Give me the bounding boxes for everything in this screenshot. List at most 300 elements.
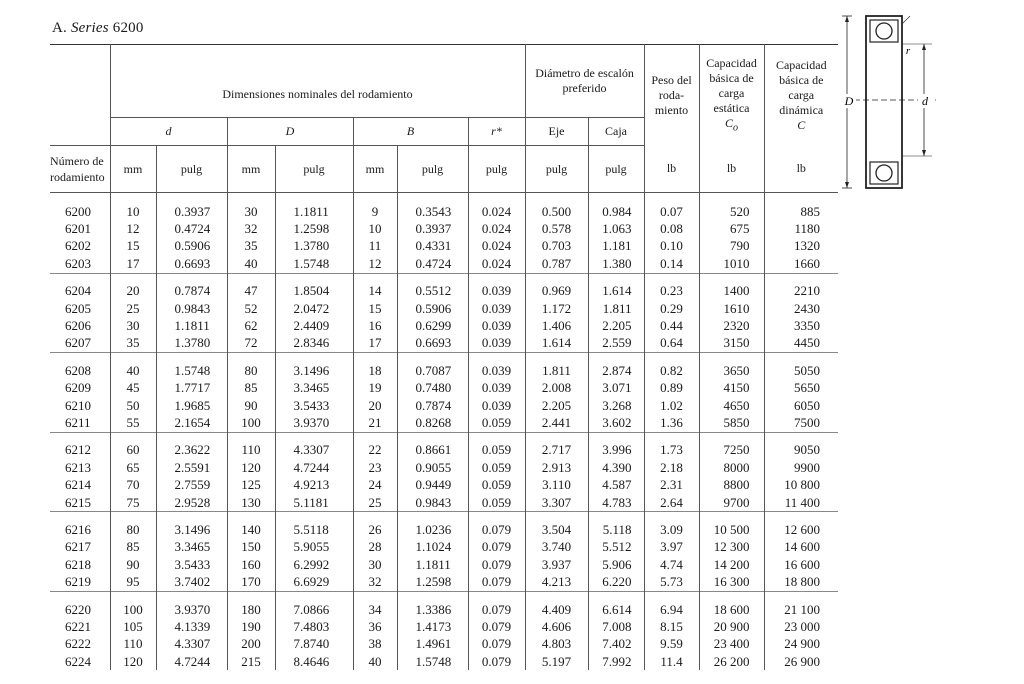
- bore-in: 2.1654: [156, 414, 227, 432]
- bore-in: 0.9843: [156, 300, 227, 317]
- separator-cell: [764, 432, 838, 442]
- table-row: [50, 362, 838, 379]
- bore-mm: 100: [110, 601, 156, 618]
- static-load-lb: 3650: [699, 362, 764, 379]
- separator-cell: [468, 591, 525, 601]
- separator-cell: [699, 432, 764, 442]
- separator-cell: [588, 353, 644, 363]
- table-row: [50, 618, 838, 635]
- bearing-number: 6215: [65, 494, 91, 510]
- separator-cell: [699, 353, 764, 363]
- fillet-in: 0.039: [468, 335, 525, 353]
- width-mm: 38: [353, 636, 397, 653]
- separator-cell: [588, 273, 644, 283]
- table-row: [50, 283, 838, 300]
- separator-cell: [468, 353, 525, 363]
- table-header: [50, 45, 838, 193]
- dynamic-load-lb: 2430: [764, 300, 838, 317]
- separator-cell: [764, 353, 838, 363]
- separator-cell: [525, 273, 588, 283]
- width-in: 0.6693: [397, 335, 468, 353]
- table-title: [52, 20, 144, 37]
- bore-in: 4.7244: [156, 653, 227, 670]
- bore-in: 0.6693: [156, 255, 227, 273]
- dynamic-load-lb: 26 900: [764, 653, 838, 670]
- unit-cell: lb: [644, 146, 699, 193]
- weight-lb: 1.36: [644, 414, 699, 432]
- shaft-shoulder-in: 2.008: [525, 380, 588, 397]
- housing-shoulder-in: 4.783: [588, 494, 644, 512]
- bearing-number: 6210: [65, 397, 91, 413]
- group-separator: [50, 353, 838, 363]
- housing-shoulder-in: 2.559: [588, 335, 644, 353]
- separator-cell: [110, 353, 156, 363]
- dynamic-load-lb: 21 100: [764, 601, 838, 618]
- fillet-in: 0.059: [468, 459, 525, 476]
- weight-lb: 6.94: [644, 601, 699, 618]
- dynamic-load-lb: 9050: [764, 442, 838, 459]
- housing-shoulder-in: 1.614: [588, 283, 644, 300]
- separator-cell: [110, 512, 156, 522]
- label-r: r: [905, 45, 911, 57]
- bearing-number: 6212: [65, 442, 91, 458]
- housing-shoulder-in: 3.071: [588, 380, 644, 397]
- bore-mm: 120: [110, 653, 156, 670]
- separator-cell: [468, 193, 525, 204]
- title-letter: A.: [52, 20, 67, 36]
- bore-mm: 110: [110, 636, 156, 653]
- dynamic-load-lb: 1180: [764, 220, 838, 237]
- housing-shoulder-in: 0.984: [588, 203, 644, 220]
- bearing-number: 6221: [65, 618, 91, 634]
- table-row: [50, 335, 838, 353]
- static-load-lb: 20 900: [699, 618, 764, 635]
- outer-in: 4.3307: [275, 442, 353, 459]
- separator-cell: [353, 591, 397, 601]
- housing-shoulder-in: 6.220: [588, 573, 644, 591]
- width-in: 1.0236: [397, 521, 468, 538]
- width-mm: 26: [353, 521, 397, 538]
- separator-cell: [588, 432, 644, 442]
- bearing-number: 6201: [65, 221, 91, 237]
- width-mm: 16: [353, 317, 397, 334]
- width-mm: 19: [353, 380, 397, 397]
- width-mm: 21: [353, 414, 397, 432]
- separator-cell: [275, 273, 353, 283]
- dynamic-load-lb: 1320: [764, 238, 838, 255]
- width-in: 0.9055: [397, 459, 468, 476]
- table-row: [50, 414, 838, 432]
- separator-cell: [588, 591, 644, 601]
- bearing-number: 6224: [65, 653, 91, 669]
- separator-cell: [275, 591, 353, 601]
- separator-cell: [275, 512, 353, 522]
- unit-cell: mm: [227, 146, 275, 193]
- bore-mm: 40: [110, 362, 156, 379]
- header-blank: [50, 45, 110, 118]
- separator-cell: [110, 193, 156, 204]
- width-in: 0.4724: [397, 255, 468, 273]
- outer-in: 1.3780: [275, 238, 353, 255]
- bore-in: 1.9685: [156, 397, 227, 414]
- separator-cell: [525, 512, 588, 522]
- weight-lb: 3.97: [644, 539, 699, 556]
- dynamic-load-lb: 5650: [764, 380, 838, 397]
- outer-mm: 30: [227, 203, 275, 220]
- outer-in: 3.5433: [275, 397, 353, 414]
- table-row: [50, 255, 838, 273]
- shaft-shoulder-in: 1.172: [525, 300, 588, 317]
- width-in: 0.8661: [397, 442, 468, 459]
- table-row: [50, 636, 838, 653]
- bore-in: 3.3465: [156, 539, 227, 556]
- dynamic-load-lb: 14 600: [764, 539, 838, 556]
- row-label-header: Número de rodamiento: [50, 146, 110, 193]
- width-mm: 22: [353, 442, 397, 459]
- housing-shoulder-in: 7.992: [588, 653, 644, 670]
- static-load-lb: 4150: [699, 380, 764, 397]
- separator-cell: [353, 273, 397, 283]
- weight-lb: 2.18: [644, 459, 699, 476]
- outer-mm: 52: [227, 300, 275, 317]
- width-in: 1.5748: [397, 653, 468, 670]
- table-row: [50, 397, 838, 414]
- fillet-in: 0.024: [468, 238, 525, 255]
- outer-in: 4.9213: [275, 476, 353, 493]
- separator-cell: [110, 591, 156, 601]
- outer-in: 1.5748: [275, 255, 353, 273]
- table-row: [50, 601, 838, 618]
- title-series: Series: [70, 20, 109, 36]
- dynamic-load-lb: 4450: [764, 335, 838, 353]
- unit-cell: pulg: [588, 146, 644, 193]
- shaft-shoulder-in: 2.441: [525, 414, 588, 432]
- outer-mm: 85: [227, 380, 275, 397]
- header-D: D: [227, 117, 353, 146]
- shaft-shoulder-in: 3.307: [525, 494, 588, 512]
- outer-in: 6.2992: [275, 556, 353, 573]
- weight-lb: 0.07: [644, 203, 699, 220]
- static-capacity-symbol: C: [725, 115, 734, 130]
- dynamic-load-lb: 9900: [764, 459, 838, 476]
- shaft-shoulder-in: 3.110: [525, 476, 588, 493]
- width-mm: 34: [353, 601, 397, 618]
- weight-lb: 0.89: [644, 380, 699, 397]
- width-in: 0.7874: [397, 397, 468, 414]
- bore-in: 0.3937: [156, 203, 227, 220]
- bore-mm: 70: [110, 476, 156, 493]
- separator-cell: [353, 353, 397, 363]
- separator-cell: [397, 193, 468, 204]
- static-load-lb: 12 300: [699, 539, 764, 556]
- housing-shoulder-in: 7.008: [588, 618, 644, 635]
- width-in: 0.5906: [397, 300, 468, 317]
- fillet-in: 0.024: [468, 255, 525, 273]
- width-in: 0.3937: [397, 220, 468, 237]
- table-row: [50, 494, 838, 512]
- width-mm: 14: [353, 283, 397, 300]
- outer-in: 3.1496: [275, 362, 353, 379]
- table-row: [50, 459, 838, 476]
- fillet-in: 0.059: [468, 414, 525, 432]
- static-load-lb: 16 300: [699, 573, 764, 591]
- outer-in: 1.2598: [275, 220, 353, 237]
- static-load-lb: 8800: [699, 476, 764, 493]
- table-row: [50, 556, 838, 573]
- separator-cell: [525, 432, 588, 442]
- bore-in: 3.7402: [156, 573, 227, 591]
- bore-in: 4.3307: [156, 636, 227, 653]
- fillet-in: 0.079: [468, 601, 525, 618]
- separator-cell: [156, 512, 227, 522]
- bearing-number: 6200: [65, 203, 91, 219]
- dynamic-load-lb: 18 800: [764, 573, 838, 591]
- table-row: [50, 300, 838, 317]
- shaft-shoulder-in: 2.913: [525, 459, 588, 476]
- static-load-lb: 23 400: [699, 636, 764, 653]
- outer-mm: 80: [227, 362, 275, 379]
- static-load-lb: 10 500: [699, 521, 764, 538]
- bore-mm: 45: [110, 380, 156, 397]
- fillet-in: 0.059: [468, 494, 525, 512]
- bearing-number: 6222: [65, 636, 91, 652]
- dynamic-capacity-symbol: C: [797, 117, 806, 132]
- width-in: 0.7480: [397, 380, 468, 397]
- fillet-in: 0.079: [468, 556, 525, 573]
- outer-in: 4.7244: [275, 459, 353, 476]
- top-ball: [876, 23, 892, 39]
- housing-shoulder-in: 3.996: [588, 442, 644, 459]
- separator-cell: [50, 512, 110, 522]
- header-blank-2: [50, 117, 110, 146]
- table-row: [50, 220, 838, 237]
- outer-mm: 47: [227, 283, 275, 300]
- shaft-shoulder-in: 4.213: [525, 573, 588, 591]
- shaft-shoulder-in: 0.578: [525, 220, 588, 237]
- bearing-number: 6220: [65, 601, 91, 617]
- outer-in: 8.4646: [275, 653, 353, 670]
- separator-cell: [227, 512, 275, 522]
- weight-lb: 0.44: [644, 317, 699, 334]
- title-number: 6200: [112, 20, 144, 36]
- dynamic-load-lb: 23 000: [764, 618, 838, 635]
- bore-in: 4.1339: [156, 618, 227, 635]
- unit-cell: mm: [110, 146, 156, 193]
- outer-mm: 90: [227, 397, 275, 414]
- static-load-lb: 1400: [699, 283, 764, 300]
- shaft-shoulder-in: 1.811: [525, 362, 588, 379]
- dynamic-load-lb: 10 800: [764, 476, 838, 493]
- outer-in: 7.8740: [275, 636, 353, 653]
- housing-shoulder-in: 3.268: [588, 397, 644, 414]
- fillet-in: 0.079: [468, 521, 525, 538]
- outer-mm: 35: [227, 238, 275, 255]
- weight-lb: 0.64: [644, 335, 699, 353]
- width-in: 0.3543: [397, 203, 468, 220]
- width-in: 0.4331: [397, 238, 468, 255]
- unit-cell: pulg: [275, 146, 353, 193]
- separator-cell: [644, 591, 699, 601]
- group-separator: [50, 512, 838, 522]
- step-group-header: Diámetro de escalón preferido: [525, 45, 644, 118]
- width-in: 1.3386: [397, 601, 468, 618]
- group-separator: [50, 591, 838, 601]
- separator-cell: [764, 193, 838, 204]
- weight-lb: 3.09: [644, 521, 699, 538]
- separator-cell: [468, 273, 525, 283]
- housing-shoulder-in: 2.874: [588, 362, 644, 379]
- bore-in: 1.7717: [156, 380, 227, 397]
- unit-cell: mm: [353, 146, 397, 193]
- outer-mm: 190: [227, 618, 275, 635]
- separator-cell: [397, 591, 468, 601]
- outer-in: 5.9055: [275, 539, 353, 556]
- weight-lb: 0.10: [644, 238, 699, 255]
- header-d: d: [110, 117, 227, 146]
- bearing-number: 6209: [65, 380, 91, 396]
- static-capacity-header: [699, 45, 764, 146]
- separator-cell: [699, 591, 764, 601]
- dynamic-load-lb: 12 600: [764, 521, 838, 538]
- shaft-shoulder-in: 1.614: [525, 335, 588, 353]
- separator-cell: [353, 512, 397, 522]
- separator-cell: [764, 591, 838, 601]
- table-row: [50, 653, 838, 670]
- static-load-lb: 9700: [699, 494, 764, 512]
- housing-shoulder-in: 7.402: [588, 636, 644, 653]
- bearing-number: 6216: [65, 521, 91, 537]
- outer-mm: 62: [227, 317, 275, 334]
- weight-lb: 0.08: [644, 220, 699, 237]
- dynamic-load-lb: 2210: [764, 283, 838, 300]
- outer-mm: 40: [227, 255, 275, 273]
- separator-cell: [699, 193, 764, 204]
- dynamic-capacity-label: Capacidad básica de carga dinámica: [775, 57, 827, 117]
- bore-in: 3.1496: [156, 521, 227, 538]
- static-load-lb: 3150: [699, 335, 764, 353]
- separator-cell: [275, 193, 353, 204]
- shaft-shoulder-in: 0.500: [525, 203, 588, 220]
- shaft-shoulder-in: 2.717: [525, 442, 588, 459]
- unit-cell: pulg: [468, 146, 525, 193]
- table-row: [50, 442, 838, 459]
- weight-lb: 2.31: [644, 476, 699, 493]
- bore-mm: 17: [110, 255, 156, 273]
- shaft-shoulder-in: 2.205: [525, 397, 588, 414]
- bore-in: 2.5591: [156, 459, 227, 476]
- dynamic-load-lb: 1660: [764, 255, 838, 273]
- outer-in: 7.0866: [275, 601, 353, 618]
- bore-in: 0.7874: [156, 283, 227, 300]
- outer-in: 1.1811: [275, 203, 353, 220]
- separator-cell: [764, 273, 838, 283]
- dynamic-load-lb: 24 900: [764, 636, 838, 653]
- bearing-number: 6203: [65, 255, 91, 271]
- dynamic-load-lb: 7500: [764, 414, 838, 432]
- group-separator: [50, 273, 838, 283]
- fillet-in: 0.079: [468, 573, 525, 591]
- weight-lb: 9.59: [644, 636, 699, 653]
- weight-lb: 0.29: [644, 300, 699, 317]
- width-in: 0.9843: [397, 494, 468, 512]
- separator-cell: [227, 193, 275, 204]
- separator-cell: [764, 512, 838, 522]
- width-in: 0.6299: [397, 317, 468, 334]
- bore-in: 0.4724: [156, 220, 227, 237]
- static-load-lb: 675: [699, 220, 764, 237]
- shaft-shoulder-in: 4.803: [525, 636, 588, 653]
- weight-lb: 0.82: [644, 362, 699, 379]
- separator-cell: [525, 353, 588, 363]
- table-row: [50, 539, 838, 556]
- bore-mm: 50: [110, 397, 156, 414]
- bore-mm: 12: [110, 220, 156, 237]
- table-body: [50, 193, 838, 671]
- width-mm: 30: [353, 556, 397, 573]
- static-capacity-label: Capacidad básica de carga estática: [706, 55, 757, 115]
- width-mm: 18: [353, 362, 397, 379]
- housing-shoulder-in: 5.118: [588, 521, 644, 538]
- static-load-lb: 14 200: [699, 556, 764, 573]
- outer-in: 2.0472: [275, 300, 353, 317]
- bearing-number: 6205: [65, 300, 91, 316]
- width-mm: 9: [353, 203, 397, 220]
- width-mm: 25: [353, 494, 397, 512]
- bore-mm: 80: [110, 521, 156, 538]
- bore-mm: 65: [110, 459, 156, 476]
- weight-lb: 2.64: [644, 494, 699, 512]
- bore-in: 1.1811: [156, 317, 227, 334]
- shaft-shoulder-in: 0.969: [525, 283, 588, 300]
- separator-cell: [468, 432, 525, 442]
- separator-cell: [50, 591, 110, 601]
- separator-cell: [275, 353, 353, 363]
- housing-shoulder-in: 6.614: [588, 601, 644, 618]
- separator-cell: [50, 353, 110, 363]
- width-mm: 12: [353, 255, 397, 273]
- separator-cell: [699, 273, 764, 283]
- bearing-number: 6204: [65, 283, 91, 299]
- unit-cell: pulg: [156, 146, 227, 193]
- width-mm: 15: [353, 300, 397, 317]
- fillet-in: 0.039: [468, 362, 525, 379]
- bore-mm: 60: [110, 442, 156, 459]
- bore-in: 0.5906: [156, 238, 227, 255]
- bearing-number: 6207: [65, 335, 91, 351]
- width-mm: 36: [353, 618, 397, 635]
- outer-mm: 150: [227, 539, 275, 556]
- weight-lb: 8.15: [644, 618, 699, 635]
- separator-cell: [644, 193, 699, 204]
- dim-d-arrow-top: [922, 44, 926, 50]
- separator-cell: [156, 353, 227, 363]
- outer-in: 3.9370: [275, 414, 353, 432]
- separator-cell: [468, 512, 525, 522]
- shaft-shoulder-in: 4.409: [525, 601, 588, 618]
- separator-cell: [275, 432, 353, 442]
- housing-shoulder-in: 4.587: [588, 476, 644, 493]
- fillet-r-leader: [902, 16, 910, 24]
- fillet-in: 0.059: [468, 442, 525, 459]
- dim-group-header: Dimensiones nominales del rodamiento: [110, 45, 525, 118]
- table-row: [50, 238, 838, 255]
- housing-shoulder-in: 5.512: [588, 539, 644, 556]
- fillet-in: 0.059: [468, 476, 525, 493]
- outer-mm: 160: [227, 556, 275, 573]
- table-row: [50, 476, 838, 493]
- group-separator: [50, 432, 838, 442]
- separator-cell: [156, 591, 227, 601]
